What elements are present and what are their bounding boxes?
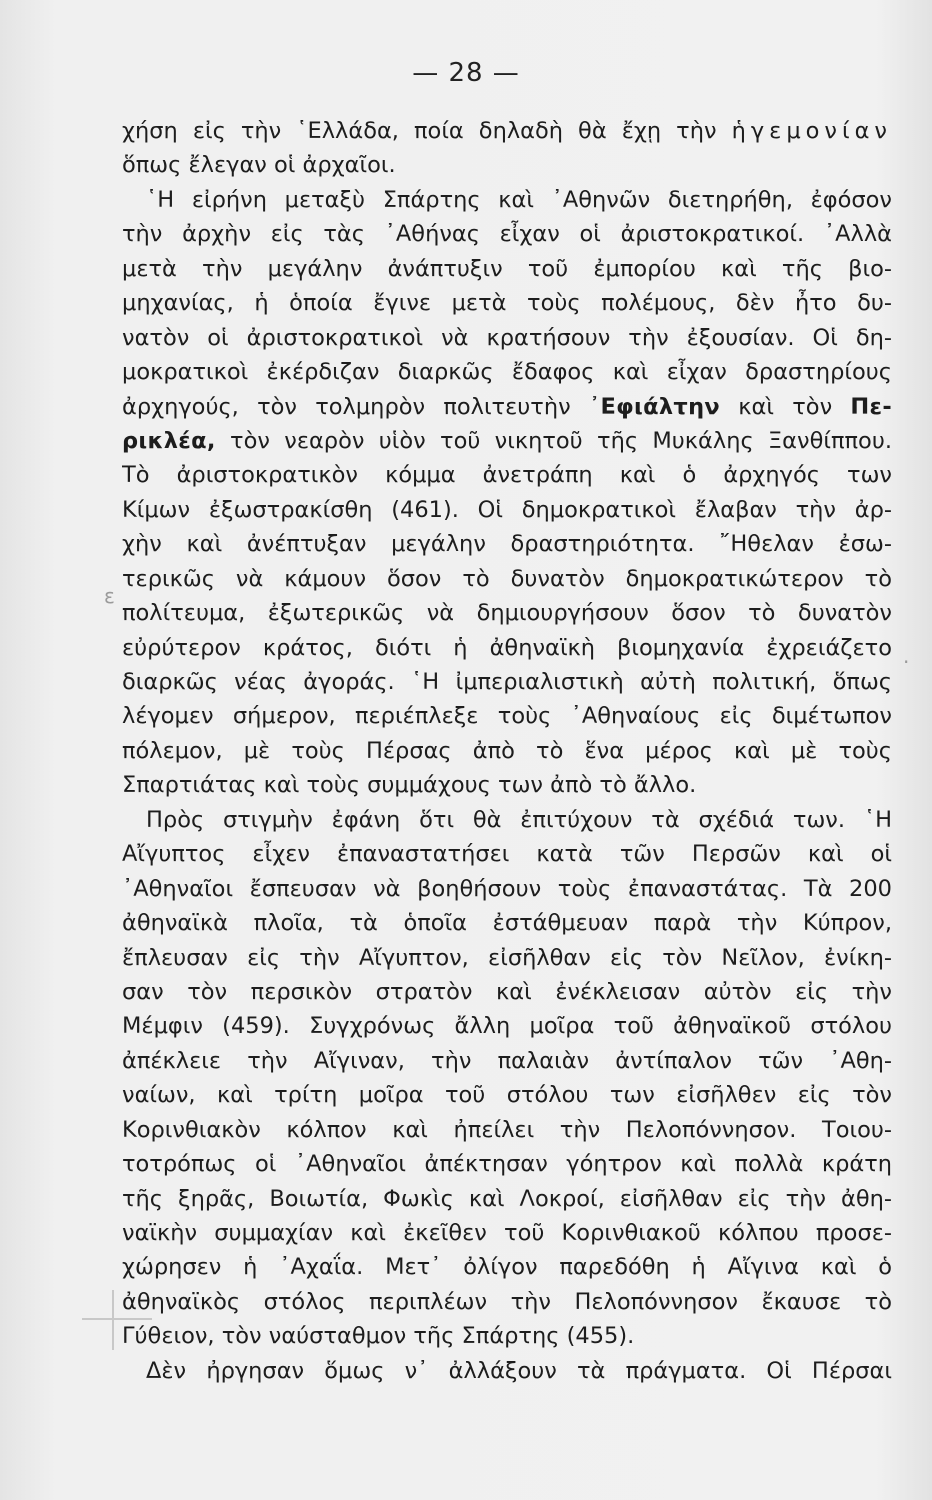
text-line-14: τερικῶς νὰ κάμουν ὅσον τὸ δυνατὸν δημοκρατικώτερον τὸ: [122, 565, 892, 592]
text-line-30: Κορινθιακὸν κόλπον καὶ ἠπείλει τὴν Πελοπόννησον. Τοιου-: [122, 1116, 892, 1143]
text-line-16: εὐρύτερον κράτος, διότι ἡ ἀθηναϊκὴ βιομηχανία ἐχρειάζετο: [122, 634, 892, 661]
text-line-36: Γύθειον, τὸν ναύσταθμον τῆς Σπάρτης (455).: [122, 1323, 635, 1350]
text-line-5: μετὰ τὴν μεγάλην ἀνάπτυξιν τοῦ ἐμπορίου καὶ τῆς βιο-: [122, 255, 892, 282]
text-line-34: χώρησεν ἡ ᾿Αχαΐα. Μετ᾿ ὀλίγον παρεδόθη ἡ Αἴγινα καὶ ὁ: [122, 1254, 892, 1281]
text-line-13: χὴν καὶ ἀνέπτυξαν μεγάλην δραστηριότητα. ῎Ηθελαν ἐσω-: [122, 531, 892, 558]
bold-name-pericles-start: Πε-: [850, 393, 892, 420]
text-line-21: Πρὸς στιγμὴν ἐφάνη ὅτι θὰ ἐπιτύχουν τὰ σχέδιά των. ῾Η: [146, 806, 892, 833]
text-line-4: τὴν ἀρχὴν εἰς τὰς ᾿Αθήνας εἶχαν οἱ ἀριστοκρατικοί. ᾿Αλλὰ: [122, 221, 892, 248]
text-line-1-main: χήση εἰς τὴν ῾Ελλάδα, ποία δηλαδὴ θὰ ἔχῃ τὴν: [122, 118, 732, 144]
margin-speck-right: ·: [903, 650, 910, 674]
body-text: [122, 114, 892, 1388]
page-number: — 28 —: [412, 58, 520, 88]
text-line-24: ἀθηναϊκὰ πλοῖα, τὰ ὁποῖα ἐστάθμευαν παρὰ τὴν Κύπρον,: [122, 910, 892, 937]
text-line-20: Σπαρτιάτας καὶ τοὺς συμμάχους των ἀπὸ τὸ ἄλλο.: [122, 772, 697, 799]
text-line-12: Κίμων ἐξωστρακίσθη (461). Οἱ δημοκρατικοὶ ἔλαβαν τὴν ἀρ-: [122, 496, 892, 523]
text-line-31: τοτρόπως οἱ ᾿Αθηναῖοι ἀπέκτησαν γόητρον καὶ πολλὰ κράτη: [122, 1151, 892, 1178]
text-line-9-a: ἀρχηγούς, τὸν τολμηρὸν πολιτευτὴν: [122, 393, 589, 420]
text-line-18: λέγομεν σήμερον, περιέπλεξε τοὺς ᾿Αθηναίους εἰς διμέτωπον: [122, 703, 892, 730]
text-line-17: διαρκῶς νέας ἀγοράς. ῾Η ἰμπεριαλιστικὴ αὐτὴ πολιτική, ὅπως: [122, 669, 892, 695]
cross-mark-vertical-stroke: [112, 1290, 114, 1350]
margin-speck-left: ε: [104, 584, 115, 608]
text-line-10-b: τὸν νεαρὸν υἱὸν τοῦ νικητοῦ τῆς Μυκάλης Ξανθίππου.: [215, 427, 892, 454]
text-line-32: τῆς ξηρᾶς, Βοιωτία, Φωκὶς καὶ Λοκροί, εἰσῆλθαν εἰς τὴν ἀθη-: [122, 1185, 892, 1212]
text-line-9-c: καὶ τὸν: [720, 393, 851, 420]
text-line-23: ᾿Αθηναῖοι ἔσπευσαν νὰ βοηθήσουν τοὺς ἐπαναστάτας. Τὰ 200: [122, 875, 892, 902]
text-line-26: σαν τὸν περσικὸν στρατὸν καὶ ἐνέκλεισαν αὐτὸν εἰς τὴν: [122, 978, 892, 1005]
text-line-37: Δὲν ἠργησαν ὅμως ν᾿ ἀλλάξουν τὰ πράγματα. Οἱ Πέρσαι: [146, 1357, 892, 1384]
text-line-10: [122, 424, 892, 458]
text-line-1: [122, 114, 892, 148]
bold-name-pericles-end: ρικλέα,: [122, 427, 216, 454]
spaced-word-hegemonian: ἡγεμονίαν: [731, 118, 892, 144]
text-line-2: ὅπως ἔλεγαν οἱ ἀρχαῖοι.: [122, 152, 396, 179]
text-line-27: Μέμφιν (459). Συγχρόνως ἄλλη μοῖρα τοῦ ἀθηναϊκοῦ στόλου: [122, 1013, 892, 1040]
bold-name-ephialtes: ᾿Εφιάλτην: [588, 393, 721, 420]
text-line-19: πόλεμον, μὲ τοὺς Πέρσας ἀπὸ τὸ ἕνα μέρος καὶ μὲ τοὺς: [122, 737, 892, 764]
text-line-33: ναϊκὴν συμμαχίαν καὶ ἐκεῖθεν τοῦ Κορινθιακοῦ κόλπου προσε-: [122, 1220, 892, 1246]
text-line-8: μοκρατικοὶ ἐκέρδιζαν διαρκῶς ἔδαφος καὶ εἶχαν δραστηρίους: [122, 359, 892, 386]
text-line-6: μηχανίας, ἡ ὁποία ἔγινε μετὰ τοὺς πολέμους, δὲν ἦτο δυ-: [122, 290, 892, 317]
text-line-11: Τὸ ἀριστοκρατικὸν κόμμα ἀνετράπη καὶ ὁ ἀρχηγός των: [122, 462, 892, 489]
text-line-15: πολίτευμα, ἐξωτερικῶς νὰ δημιουργήσουν ὅσον τὸ δυνατὸν: [122, 600, 892, 627]
text-line-7: νατὸν οἱ ἀριστοκρατικοὶ νὰ κρατήσουν τὴν ἐξουσίαν. Οἱ δη-: [122, 324, 892, 351]
text-line-22: Αἴγυπτος εἶχεν ἐπαναστατήσει κατὰ τῶν Περσῶν καὶ οἱ: [122, 841, 892, 868]
text-line-25: ἔπλευσαν εἰς τὴν Αἴγυπτον, εἰσῆλθαν εἰς τὸν Νεῖλον, ἐνίκη-: [122, 944, 892, 971]
text-line-29: ναίων, καὶ τρίτη μοῖρα τοῦ στόλου των εἰσῆλθεν εἰς τὸν: [122, 1082, 892, 1109]
text-line-35: ἀθηναϊκὸς στόλος περιπλέων τὴν Πελοπόννησον ἔκαυσε τὸ: [122, 1288, 892, 1315]
text-line-3: ῾Η εἰρήνη μεταξὺ Σπάρτης καὶ ᾿Αθηνῶν διετηρήθη, ἐφόσον: [146, 186, 892, 213]
text-line-28: ἀπέκλειε τὴν Αἴγιναν, τὴν παλαιὰν ἀντίπαλον τῶν ᾿Αθη-: [122, 1047, 892, 1074]
text-line-9: [122, 390, 892, 424]
